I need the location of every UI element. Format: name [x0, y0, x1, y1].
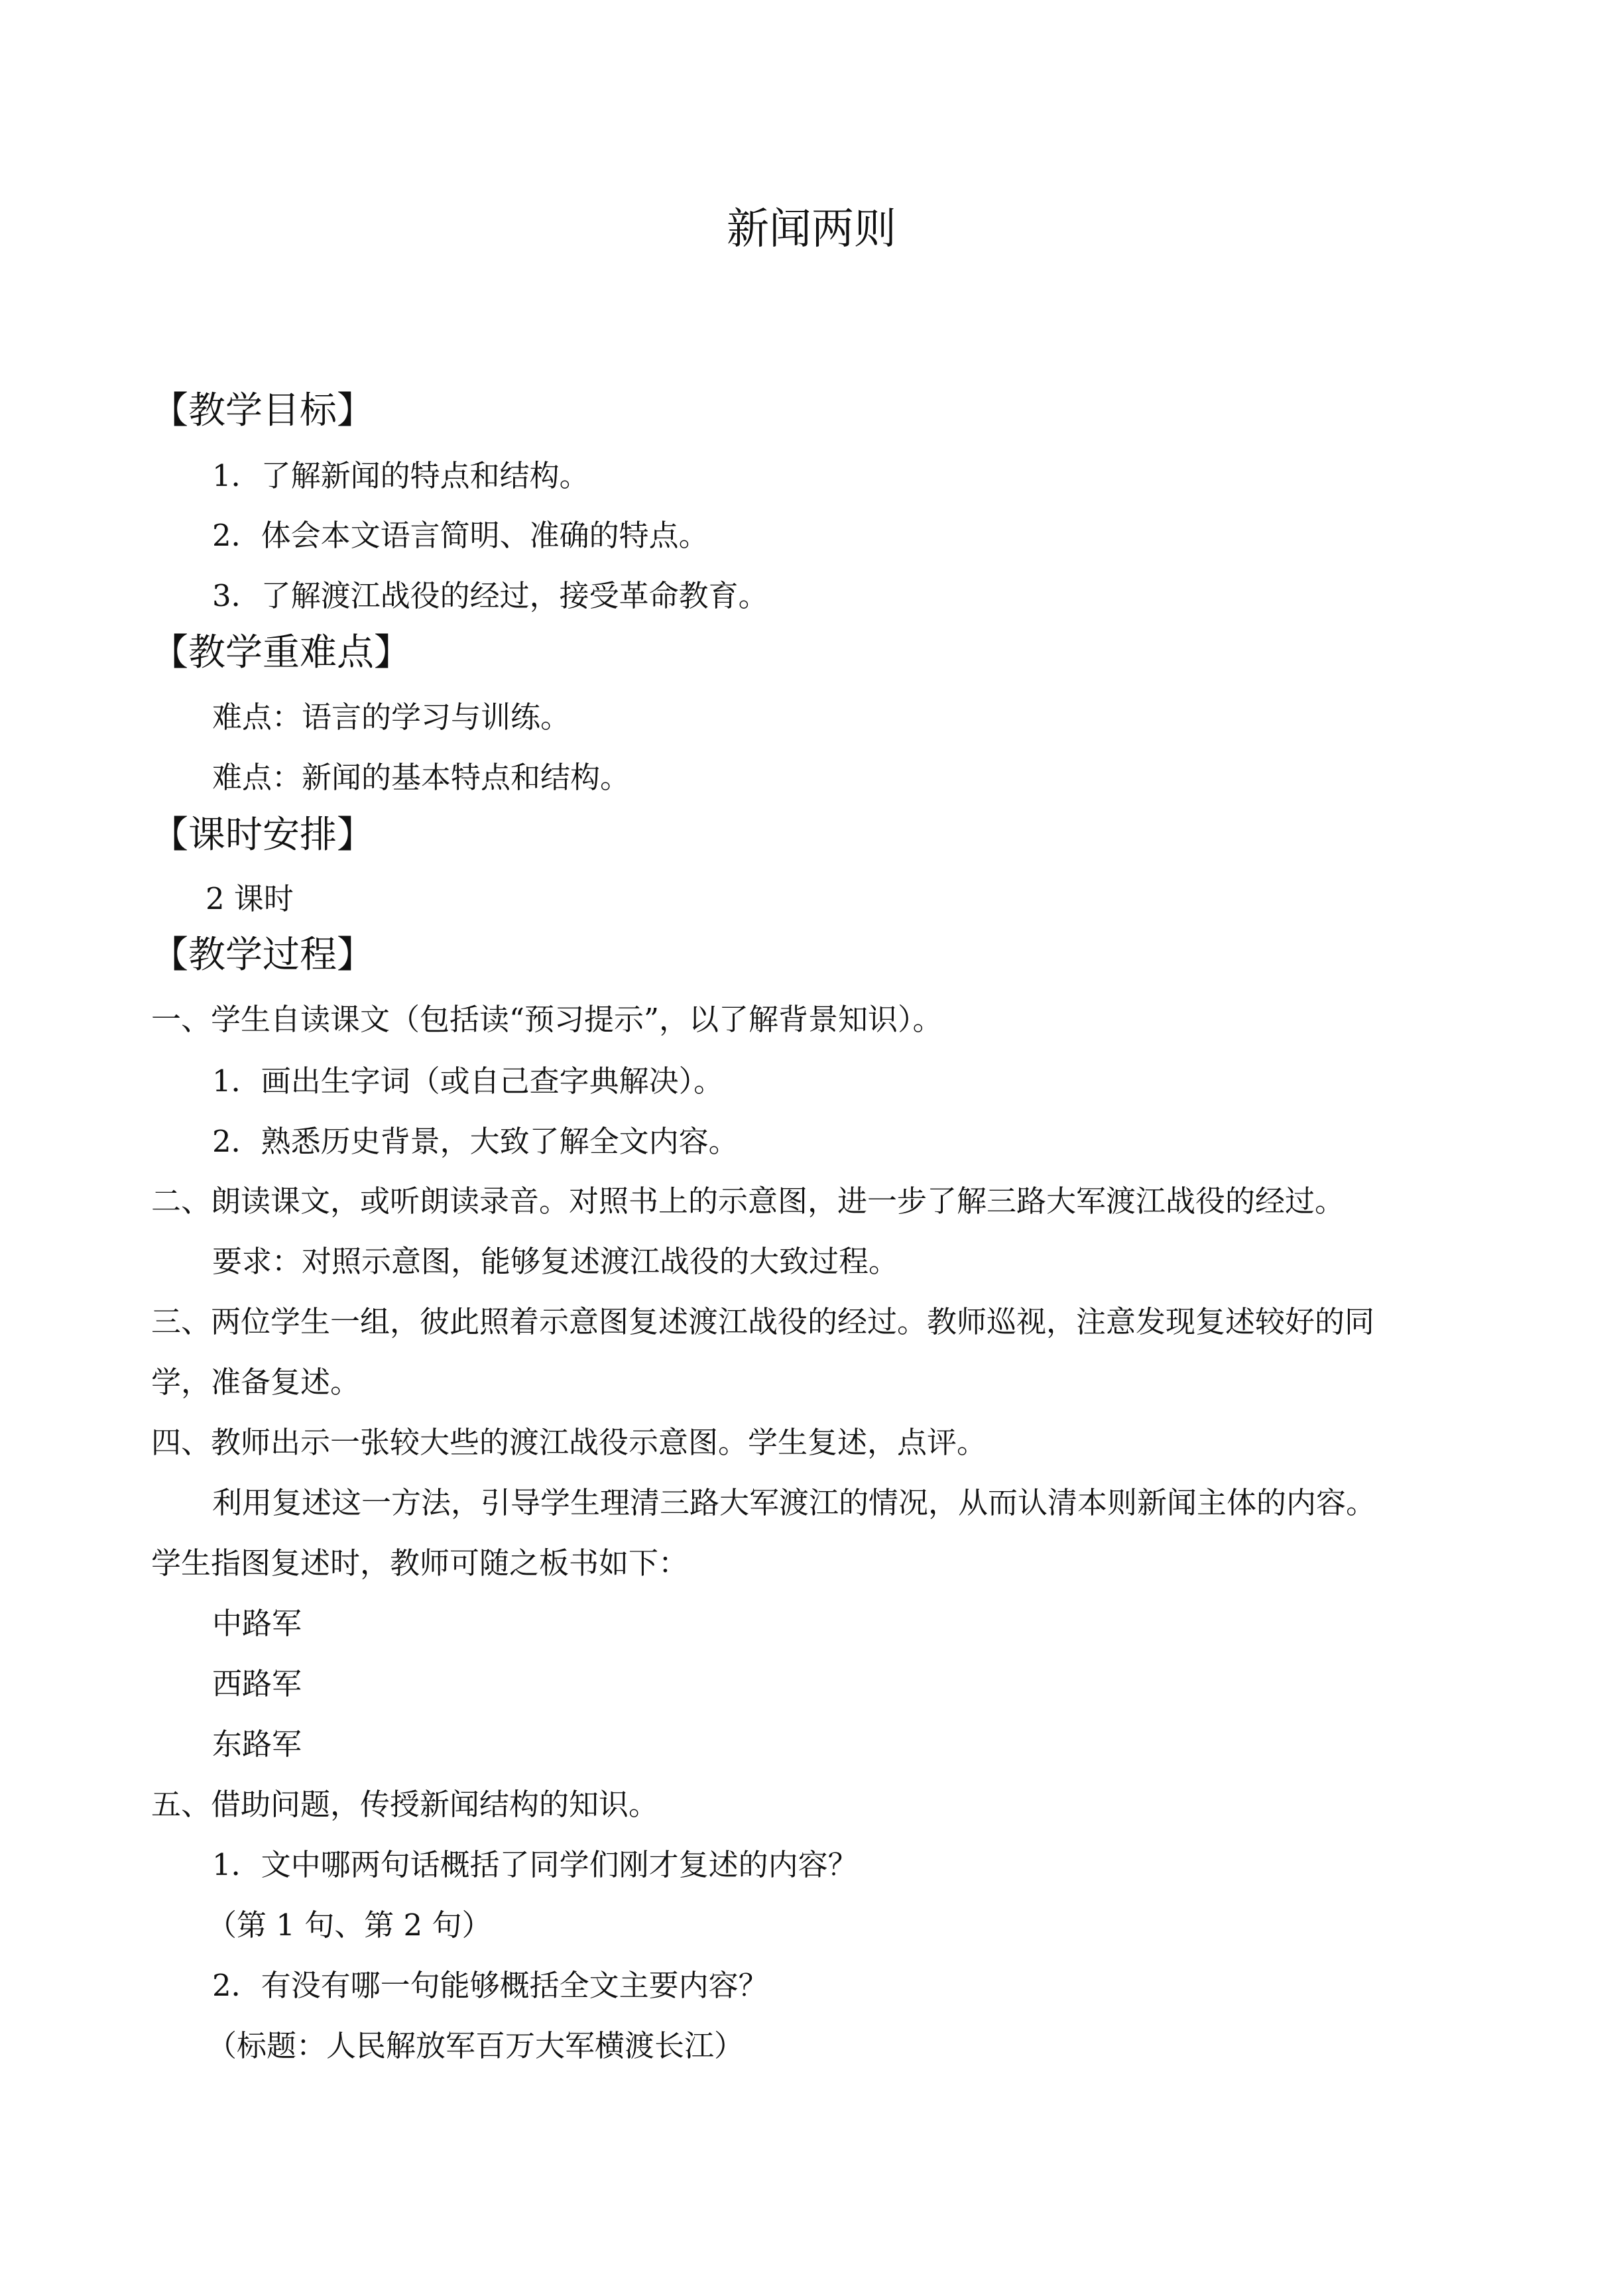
process-line: 二、朗读课文，或听朗读录音。对照书上的示意图，进一步了解三路大军渡江战役的经过。: [151, 1183, 1345, 1219]
section-heading-schedule: 【课时安排】: [151, 814, 374, 857]
process-line: 2．熟悉历史背景，大致了解全文内容。: [212, 1124, 739, 1159]
page-title: 新闻两则: [727, 205, 896, 254]
process-line: 四、教师出示一张较大些的渡江战役示意图。学生复述，点评。: [151, 1425, 987, 1460]
schedule-text: 2 课时: [206, 881, 294, 916]
objective-item: 2．体会本文语言简明、准确的特点。: [212, 518, 709, 553]
process-line: 1．画出生字词（或自己查字典解决）。: [212, 1063, 724, 1099]
board-item: 东路军: [212, 1726, 302, 1762]
objective-item: 1．了解新闻的特点和结构。: [212, 458, 589, 493]
objective-item: 3．了解渡江战役的经过，接受革命教育。: [212, 578, 768, 613]
board-item: 中路军: [212, 1606, 302, 1641]
process-line: 2．有没有哪一句能够概括全文主要内容？: [212, 1968, 768, 2003]
answer-line: （第 1 句、第 2 句）: [207, 1907, 492, 1943]
process-line: 五、借助问题，传授新闻结构的知识。: [151, 1787, 659, 1822]
process-line: 学生指图复述时，教师可随之板书如下：: [151, 1545, 689, 1581]
process-line: 一、学生自读课文（包括读“预习提示”，以了解背景知识）。: [151, 1002, 943, 1037]
key-point-item: 难点：语言的学习与训练。: [212, 699, 571, 735]
process-line: 学，准备复述。: [151, 1364, 361, 1400]
section-heading-key-points: 【教学重难点】: [151, 631, 411, 674]
process-line: 利用复述这一方法，引导学生理清三路大军渡江的情况，从而认清本则新闻主体的内容。: [212, 1485, 1376, 1520]
process-line: 1．文中哪两句话概括了同学们刚才复述的内容？: [212, 1847, 858, 1882]
process-line: 三、两位学生一组，彼此照着示意图复述渡江战役的经过。教师巡视，注意发现复述较好的同: [151, 1304, 1375, 1339]
section-heading-objectives: 【教学目标】: [151, 389, 374, 432]
process-line: 要求：对照示意图，能够复述渡江战役的大致过程。: [212, 1244, 899, 1279]
key-point-item: 难点：新闻的基本特点和结构。: [212, 760, 631, 795]
board-item: 西路军: [212, 1666, 302, 1701]
answer-line: （标题：人民解放军百万大军横渡长江）: [207, 2028, 745, 2063]
section-heading-process: 【教学过程】: [151, 934, 374, 977]
